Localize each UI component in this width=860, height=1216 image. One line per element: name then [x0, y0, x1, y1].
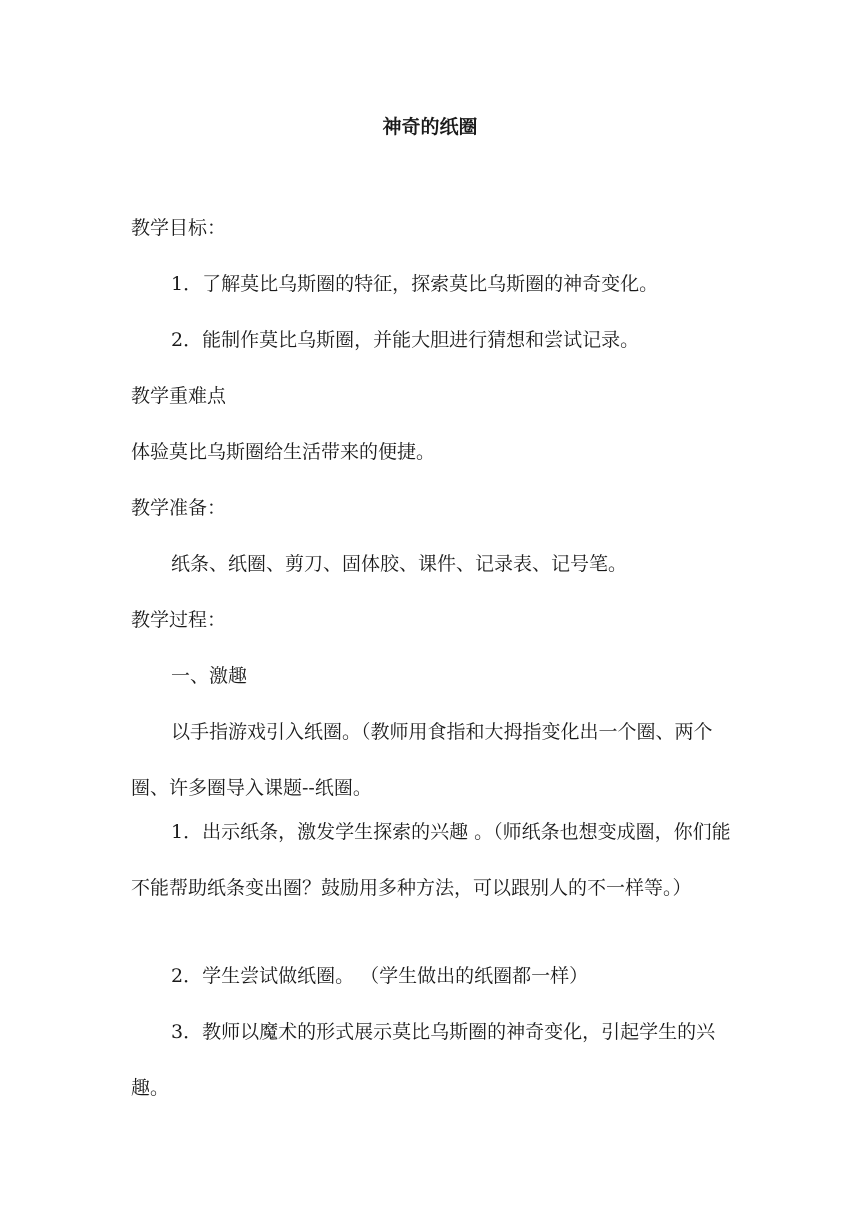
- preparation-text: 纸条、纸圈、剪刀、固体胶、课件、记录表、记号笔。: [171, 553, 628, 575]
- goal-item-1: 1．了解莫比乌斯圈的特征，探索莫比乌斯圈的神奇变化。: [171, 273, 659, 295]
- heading-teaching-goals: 教学目标：: [131, 217, 227, 239]
- key-points-text: 体验莫比乌斯圈给生活带来的便捷。: [131, 441, 436, 463]
- heading-key-points: 教学重难点: [131, 385, 227, 407]
- heading-preparation: 教学准备：: [131, 497, 227, 519]
- document-title: 神奇的纸圈: [382, 116, 478, 138]
- heading-process: 教学过程：: [131, 609, 227, 631]
- process-step-1: 1．出示纸条，激发学生探索的兴趣 。（师纸条也想变成圈，你们能不能帮助纸条变出圈？鼓励用多种方法，可以跟别人的不一样等。）: [131, 821, 731, 899]
- process-step-3: 3．教师以魔术的形式展示莫比乌斯圈的神奇变化，引起学生的兴趣。: [131, 1021, 716, 1099]
- section-heading-1: 一、激趣: [171, 665, 248, 687]
- goal-item-2: 2．能制作莫比乌斯圈，并能大胆进行猜想和尝试记录。: [171, 329, 640, 351]
- process-step-2: 2．学生尝试做纸圈。 （学生做出的纸圈都一样）: [171, 965, 589, 987]
- process-paragraph-intro: 以手指游戏引入纸圈。（教师用食指和大拇指变化出一个圈、两个圈、许多圈导入课题--纸圈。: [131, 721, 713, 799]
